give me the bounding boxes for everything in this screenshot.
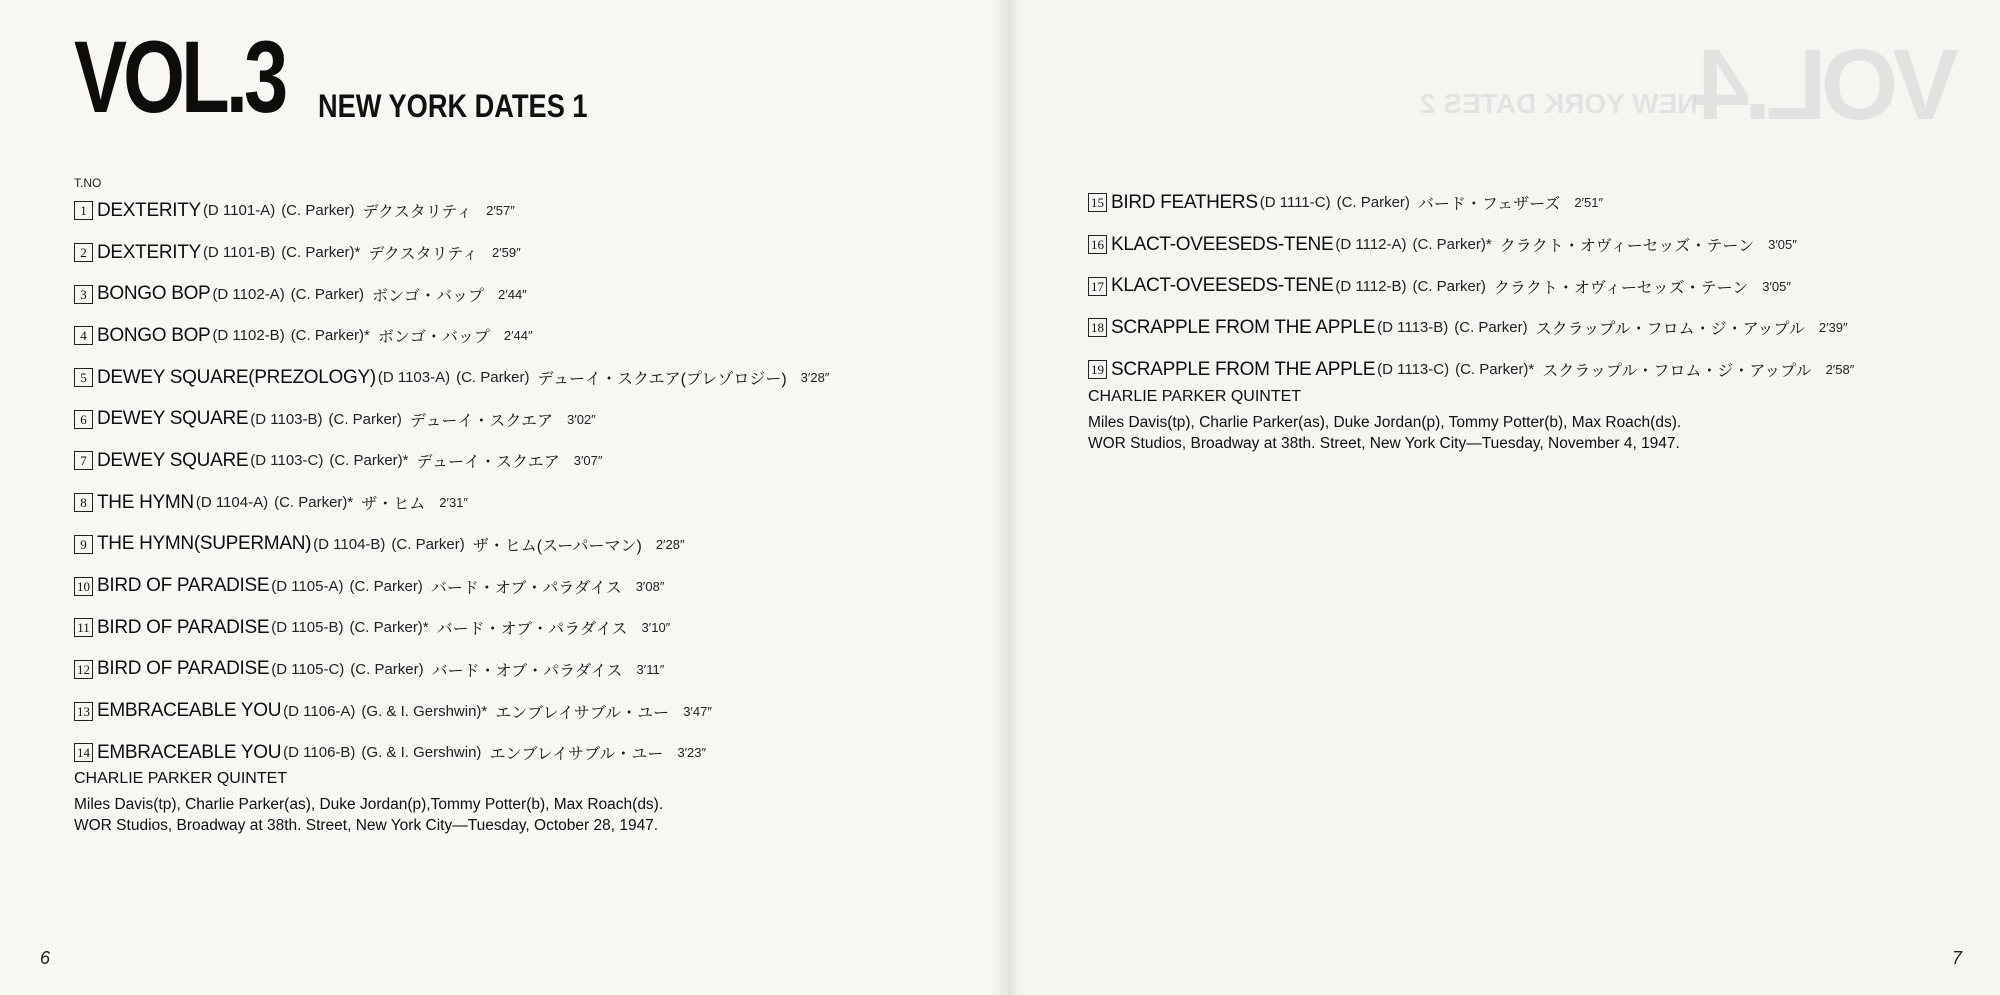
composer: (C. Parker)* — [329, 452, 409, 470]
matrix-number: (D 1103-A) — [377, 369, 451, 387]
japanese-title: デクスタリティ — [368, 246, 478, 264]
track-title: BIRD FEATHERS — [1111, 191, 1258, 213]
track-number: 9 — [74, 535, 93, 554]
matrix-number: (D 1106-B) — [283, 744, 356, 762]
track-row — [74, 732, 829, 774]
track-duration: 3′02″ — [567, 411, 596, 427]
track-row — [1088, 349, 1854, 391]
composer: (C. Parker)* — [1455, 361, 1535, 379]
composer: (C. Parker) — [1336, 194, 1410, 212]
track-duration: 3′08″ — [635, 578, 665, 594]
track-row — [74, 524, 829, 566]
tracklist-left — [74, 190, 829, 774]
track-number: 1 — [74, 201, 93, 220]
credits-vol3 — [74, 770, 663, 836]
japanese-title: バード・フェザーズ — [1417, 196, 1561, 214]
track-row — [74, 273, 829, 315]
matrix-number: (D 1112-A) — [1335, 236, 1407, 254]
japanese-title: クラクト・オヴィーセッズ・テーン — [1493, 279, 1749, 297]
matrix-number: (D 1104-A) — [195, 494, 269, 512]
track-title: SCRAPPLE FROM THE APPLE — [1111, 358, 1376, 380]
composer: (C. Parker)* — [290, 327, 370, 345]
composer: (C. Parker) — [1454, 319, 1528, 337]
track-duration: 2′28″ — [655, 536, 685, 552]
track-title: BIRD OF PARADISE — [97, 616, 270, 638]
japanese-title: ザ・ヒム — [361, 496, 426, 514]
matrix-number: (D 1111-C) — [1259, 194, 1331, 212]
track-row — [74, 649, 829, 691]
composer: (C. Parker) — [1412, 277, 1486, 295]
track-row — [74, 357, 829, 399]
track-number: 14 — [74, 743, 93, 762]
track-title: DEXTERITY — [97, 241, 201, 263]
track-number: 19 — [1088, 360, 1107, 379]
japanese-title: スクラップル・フロム・ジ・アップル — [1542, 363, 1812, 381]
track-row — [74, 398, 829, 440]
track-title: DEWEY SQUARE(PREZOLOGY) — [97, 366, 376, 388]
track-number: 2 — [74, 243, 93, 262]
matrix-number: (D 1101-A) — [202, 202, 276, 220]
track-title: KLACT-OVEESEDS-TENE — [1111, 275, 1334, 297]
track-row — [74, 607, 829, 649]
page-number-right: 7 — [1952, 948, 1963, 968]
track-title: THE HYMN(SUPERMAN) — [97, 533, 312, 555]
track-row — [1088, 182, 1854, 224]
matrix-number: (D 1105-C) — [271, 660, 345, 678]
japanese-title: ボンゴ・バップ — [377, 329, 490, 347]
track-title: BONGO BOP — [97, 324, 211, 346]
track-number: 17 — [1088, 277, 1107, 296]
track-title: BONGO BOP — [97, 283, 211, 305]
japanese-title: バード・オブ・パラダイス — [431, 662, 623, 680]
track-duration: 2′58″ — [1825, 362, 1855, 378]
track-row — [74, 690, 829, 732]
track-number-label: T.NO — [74, 176, 102, 190]
spine-fold — [992, 0, 1022, 995]
track-duration: 2′51″ — [1574, 195, 1604, 211]
track-duration: 2′31″ — [439, 495, 469, 511]
track-row — [74, 565, 829, 607]
track-duration: 3′28″ — [800, 370, 830, 386]
session-info: WOR Studios, Broadway at 38th. Street, New York City—Tuesday, October 28, 1947. — [74, 817, 659, 834]
composer: (C. Parker)* — [274, 494, 354, 512]
track-row — [74, 232, 829, 274]
track-number: 16 — [1088, 235, 1107, 254]
matrix-number: (D 1102-A) — [212, 285, 285, 303]
track-number: 7 — [74, 451, 93, 470]
track-row — [74, 315, 829, 357]
group-name: CHARLIE PARKER QUINTET — [74, 770, 288, 787]
personnel: Miles Davis(tp), Charlie Parker(as), Duke Jordan(p),Tommy Potter(b), Max Roach(ds). — [74, 796, 664, 813]
composer: (G. & I. Gershwin)* — [361, 702, 488, 720]
matrix-number: (D 1102-B) — [212, 327, 285, 345]
track-duration: 3′47″ — [683, 703, 712, 719]
japanese-title: デューイ・スクエア — [416, 454, 560, 472]
track-title: EMBRACEABLE YOU — [97, 741, 282, 763]
japanese-title: ザ・ヒム(スーパーマン) — [472, 537, 642, 555]
track-row — [1088, 307, 1854, 349]
track-row — [1088, 224, 1854, 266]
track-title: BIRD OF PARADISE — [97, 575, 270, 597]
track-title: DEWEY SQUARE — [97, 408, 249, 430]
track-title: DEWEY SQUARE — [97, 449, 249, 471]
group-name: CHARLIE PARKER QUINTET — [1088, 388, 1302, 405]
track-number: 18 — [1088, 318, 1107, 337]
composer: (C. Parker) — [349, 577, 423, 595]
track-row — [74, 440, 829, 482]
track-duration: 2′44″ — [498, 286, 527, 302]
matrix-number: (D 1113-B) — [1377, 319, 1449, 337]
track-duration: 3′11″ — [636, 661, 665, 677]
matrix-number: (D 1105-B) — [271, 619, 344, 637]
japanese-title: エンブレイサブル・ユー — [489, 746, 664, 764]
track-duration: 2′44″ — [503, 328, 533, 344]
track-number: 6 — [74, 410, 93, 429]
track-number: 8 — [74, 493, 93, 512]
track-title: KLACT-OVEESEDS-TENE — [1111, 233, 1334, 255]
volume-title: VOL.3 — [74, 20, 285, 134]
composer: (C. Parker)* — [349, 619, 429, 637]
track-number: 11 — [74, 618, 93, 637]
track-title: SCRAPPLE FROM THE APPLE — [1111, 316, 1376, 338]
volume-subtitle: NEW YORK DATES 1 — [318, 88, 588, 124]
track-title: DEXTERITY — [97, 199, 201, 221]
composer: (C. Parker) — [350, 660, 424, 678]
track-number: 12 — [74, 660, 93, 679]
track-duration: 2′59″ — [491, 245, 521, 261]
japanese-title: バード・オブ・パラダイス — [436, 621, 628, 639]
track-duration: 3′05″ — [1762, 278, 1791, 294]
page-number-left: 6 — [40, 948, 51, 968]
right-page — [1000, 0, 2000, 995]
composer: (C. Parker)* — [1412, 236, 1492, 254]
personnel: Miles Davis(tp), Charlie Parker(as), Duke Jordan(p), Tommy Potter(b), Max Roach(ds). — [1088, 414, 1682, 431]
matrix-number: (D 1106-A) — [283, 702, 356, 720]
track-row — [74, 190, 829, 232]
track-title: BIRD OF PARADISE — [97, 658, 270, 680]
japanese-title: デューイ・スクエア(プレゾロジー) — [537, 371, 787, 389]
matrix-number: (D 1103-B) — [250, 410, 323, 428]
track-duration: 3′07″ — [573, 453, 603, 469]
track-duration: 3′05″ — [1768, 237, 1797, 253]
track-number: 5 — [74, 368, 93, 387]
track-duration: 3′10″ — [641, 620, 671, 636]
composer: (C. Parker) — [281, 202, 355, 220]
tracklist-right — [1088, 182, 1854, 390]
track-duration: 2′57″ — [486, 203, 515, 219]
track-number: 10 — [74, 577, 93, 596]
composer: (C. Parker) — [290, 285, 365, 303]
composer: (C. Parker) — [328, 410, 402, 428]
japanese-title: バード・オブ・パラダイス — [430, 579, 622, 597]
track-row — [74, 482, 829, 524]
matrix-number: (D 1101-B) — [202, 244, 276, 262]
matrix-number: (D 1104-B) — [313, 535, 386, 553]
track-duration: 3′23″ — [677, 745, 707, 761]
credits-vol3-continued — [1088, 388, 1681, 454]
track-title: EMBRACEABLE YOU — [97, 700, 282, 722]
session-info: WOR Studios, Broadway at 38th. Street, New York City—Tuesday, November 4, 1947. — [1088, 435, 1680, 452]
japanese-title: エンブレイサブル・ユー — [495, 704, 670, 722]
matrix-number: (D 1105-A) — [271, 577, 344, 595]
composer: (C. Parker) — [391, 535, 465, 553]
japanese-title: スクラップル・フロム・ジ・アップル — [1535, 321, 1805, 339]
matrix-number: (D 1113-C) — [1377, 361, 1450, 379]
track-number: 3 — [74, 285, 93, 304]
track-row — [1088, 265, 1854, 307]
japanese-title: クラクト・オヴィーセッズ・テーン — [1499, 238, 1755, 256]
track-duration: 2′39″ — [1818, 320, 1848, 336]
composer: (C. Parker)* — [281, 244, 361, 262]
track-number: 4 — [74, 326, 93, 345]
track-number: 15 — [1088, 193, 1107, 212]
track-title: THE HYMN — [97, 491, 194, 513]
composer: (G. & I. Gershwin) — [361, 744, 482, 762]
matrix-number: (D 1103-C) — [250, 452, 324, 470]
japanese-title: ボンゴ・バップ — [372, 287, 485, 305]
japanese-title: デューイ・スクエア — [409, 412, 554, 430]
japanese-title: デクスタリティ — [362, 204, 473, 222]
matrix-number: (D 1112-B) — [1335, 277, 1407, 295]
composer: (C. Parker) — [456, 369, 530, 387]
track-number: 13 — [74, 702, 93, 721]
